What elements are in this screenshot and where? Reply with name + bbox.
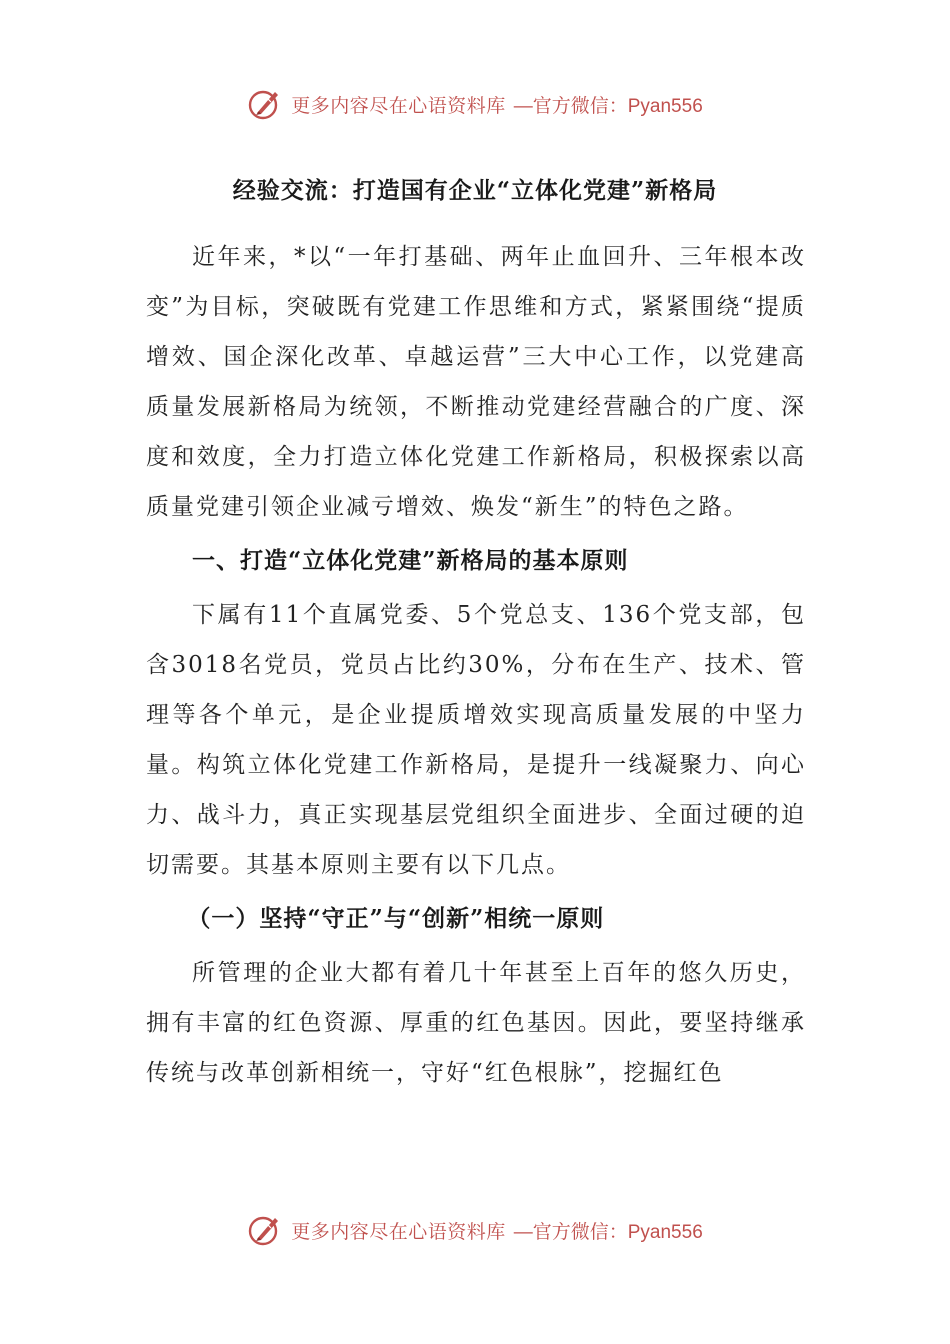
- quill-logo-icon: [247, 1212, 283, 1248]
- quill-logo-icon: [247, 86, 283, 122]
- header-watermark-banner: [0, 82, 950, 126]
- subsection-heading: （一）坚持“守正”与“创新”相统一原则: [187, 905, 605, 932]
- document-title: 经验交流：打造国有企业“立体化党建”新格局: [232, 177, 718, 204]
- wechat-text: —官方微信：Pyan556: [513, 1221, 703, 1243]
- footer-watermark-banner: [0, 1208, 950, 1252]
- paragraph-overview: 下属有11个直属党委、5个党总支、136个党支部，包含3018名党员，党员占比约30%，分布在生产、技术、管理等各个单元，是企业提质增效实现高质量发展的中坚力量。构筑立体化党建工作新格局，是提升一线凝聚力、向心力、战斗力，真正实现基层党组织全面进步、全面过硬的迫切需要。其基本原则主要有以下几点。: [146, 602, 806, 878]
- wechat-text: —官方微信：Pyan556: [513, 95, 703, 117]
- paragraph-intro: 近年来，*以“一年打基础、两年止血回升、三年根本改变”为目标，突破既有党建工作思维和方式，紧紧围绕“提质增效、国企深化改革、卓越运营”三大中心工作，以党建高质量发展新格局为统领，不断推动党建经营融合的广度、深度和效度，全力打造立体化党建工作新格局，积极探索以高质量党建引领企业减亏增效、焕发“新生”的特色之路。: [146, 244, 806, 520]
- section-heading: 一、打造“立体化党建”新格局的基本原则: [192, 547, 629, 574]
- paragraph-tradition: 所管理的企业大都有着几十年甚至上百年的悠久历史，拥有丰富的红色资源、厚重的红色基因。因此，要坚持继承传统与改革创新相统一，守好“红色根脉”，挖掘红色: [146, 960, 806, 1086]
- brand-text: 更多内容尽在心语资料库: [291, 1220, 506, 1243]
- document-body: [146, 232, 806, 1098]
- brand-text: 更多内容尽在心语资料库: [291, 94, 506, 117]
